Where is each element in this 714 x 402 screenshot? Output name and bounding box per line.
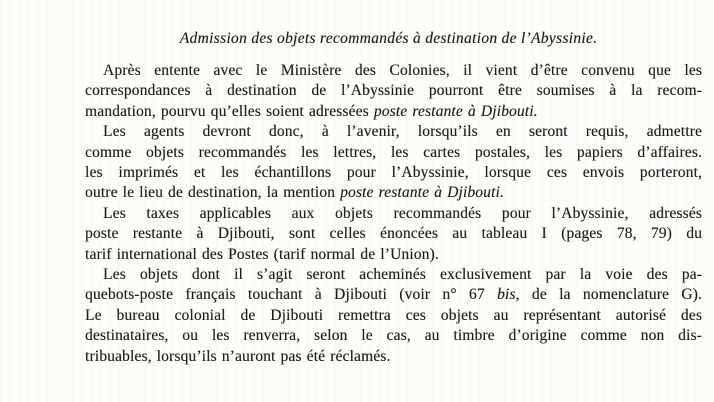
text-line xyxy=(85,245,702,265)
text-line xyxy=(85,306,702,326)
text-run: les imprimés et les échantillons pour l’Abyssinie, lorsque ces envois porteront, xyxy=(85,164,702,182)
text-line xyxy=(85,347,702,367)
text-run: mandation, pourvu qu’elles soient adressées xyxy=(85,102,374,120)
paragraph xyxy=(85,61,702,122)
paragraph xyxy=(85,122,702,204)
text-run: Après entente avec le Ministère des Colonies, il vient d’être convenu que les xyxy=(103,62,702,79)
text-line xyxy=(85,102,702,122)
text-run: Les agents devront donc, à l’avenir, lorsqu’ils en seront requis, admettre xyxy=(103,123,702,141)
text-run: correspondances à destination de l’Abyssinie pourront être soumises à la recom- xyxy=(85,82,702,100)
text-block xyxy=(85,30,702,367)
italic-text-run: bis xyxy=(497,286,516,304)
text-line xyxy=(85,265,702,285)
italic-text-run: poste restante à Djibouti. xyxy=(373,102,538,120)
text-line xyxy=(85,163,702,183)
text-run: Les taxes applicables aux objets recommandés pour l’Abyssinie, adressés xyxy=(103,204,702,222)
paragraph xyxy=(85,265,702,367)
text-run: tarif international des Postes (tarif normal de l’Union). xyxy=(85,245,439,263)
text-run: , de la nomenclature G). xyxy=(515,286,702,304)
text-run: destinataires, ou les renverra, selon le cas, au timbre d’origine comme non dis- xyxy=(85,327,702,345)
text-run: comme objets recommandés les lettres, les cartes postales, les papiers d’affaires. xyxy=(85,143,702,161)
text-run: Les objets dont il s’agit seront acheminés exclusivement par la voie des pa- xyxy=(103,266,702,284)
paragraph xyxy=(85,204,702,265)
text-run: quebots-poste français touchant à Djibouti (voir n° 67 xyxy=(85,286,498,304)
text-line xyxy=(85,183,702,203)
italic-text-run: poste restante à Djibouti. xyxy=(340,184,504,202)
text-run: poste restante à Djibouti, sont celles énoncées au tableau I (pages 78, 79) du xyxy=(85,225,702,243)
text-line xyxy=(85,204,702,224)
text-run: Le bureau colonial de Djibouti remettra ces objets au représentant autorisé des xyxy=(85,306,702,324)
text-line xyxy=(85,81,702,101)
text-line xyxy=(85,224,702,244)
text-line xyxy=(85,285,702,305)
text-line xyxy=(85,143,702,163)
text-run: outre le lieu de destination, la mention xyxy=(85,184,341,202)
text-run: tribuables, lorsqu’ils n’auront pas été réclamés. xyxy=(85,347,391,365)
text-line xyxy=(85,122,702,142)
document-body xyxy=(85,61,702,367)
text-line xyxy=(85,61,702,81)
page-title: Admission des objets recommandés à destination de l’Abyssinie. xyxy=(179,30,598,47)
text-line xyxy=(85,326,702,346)
